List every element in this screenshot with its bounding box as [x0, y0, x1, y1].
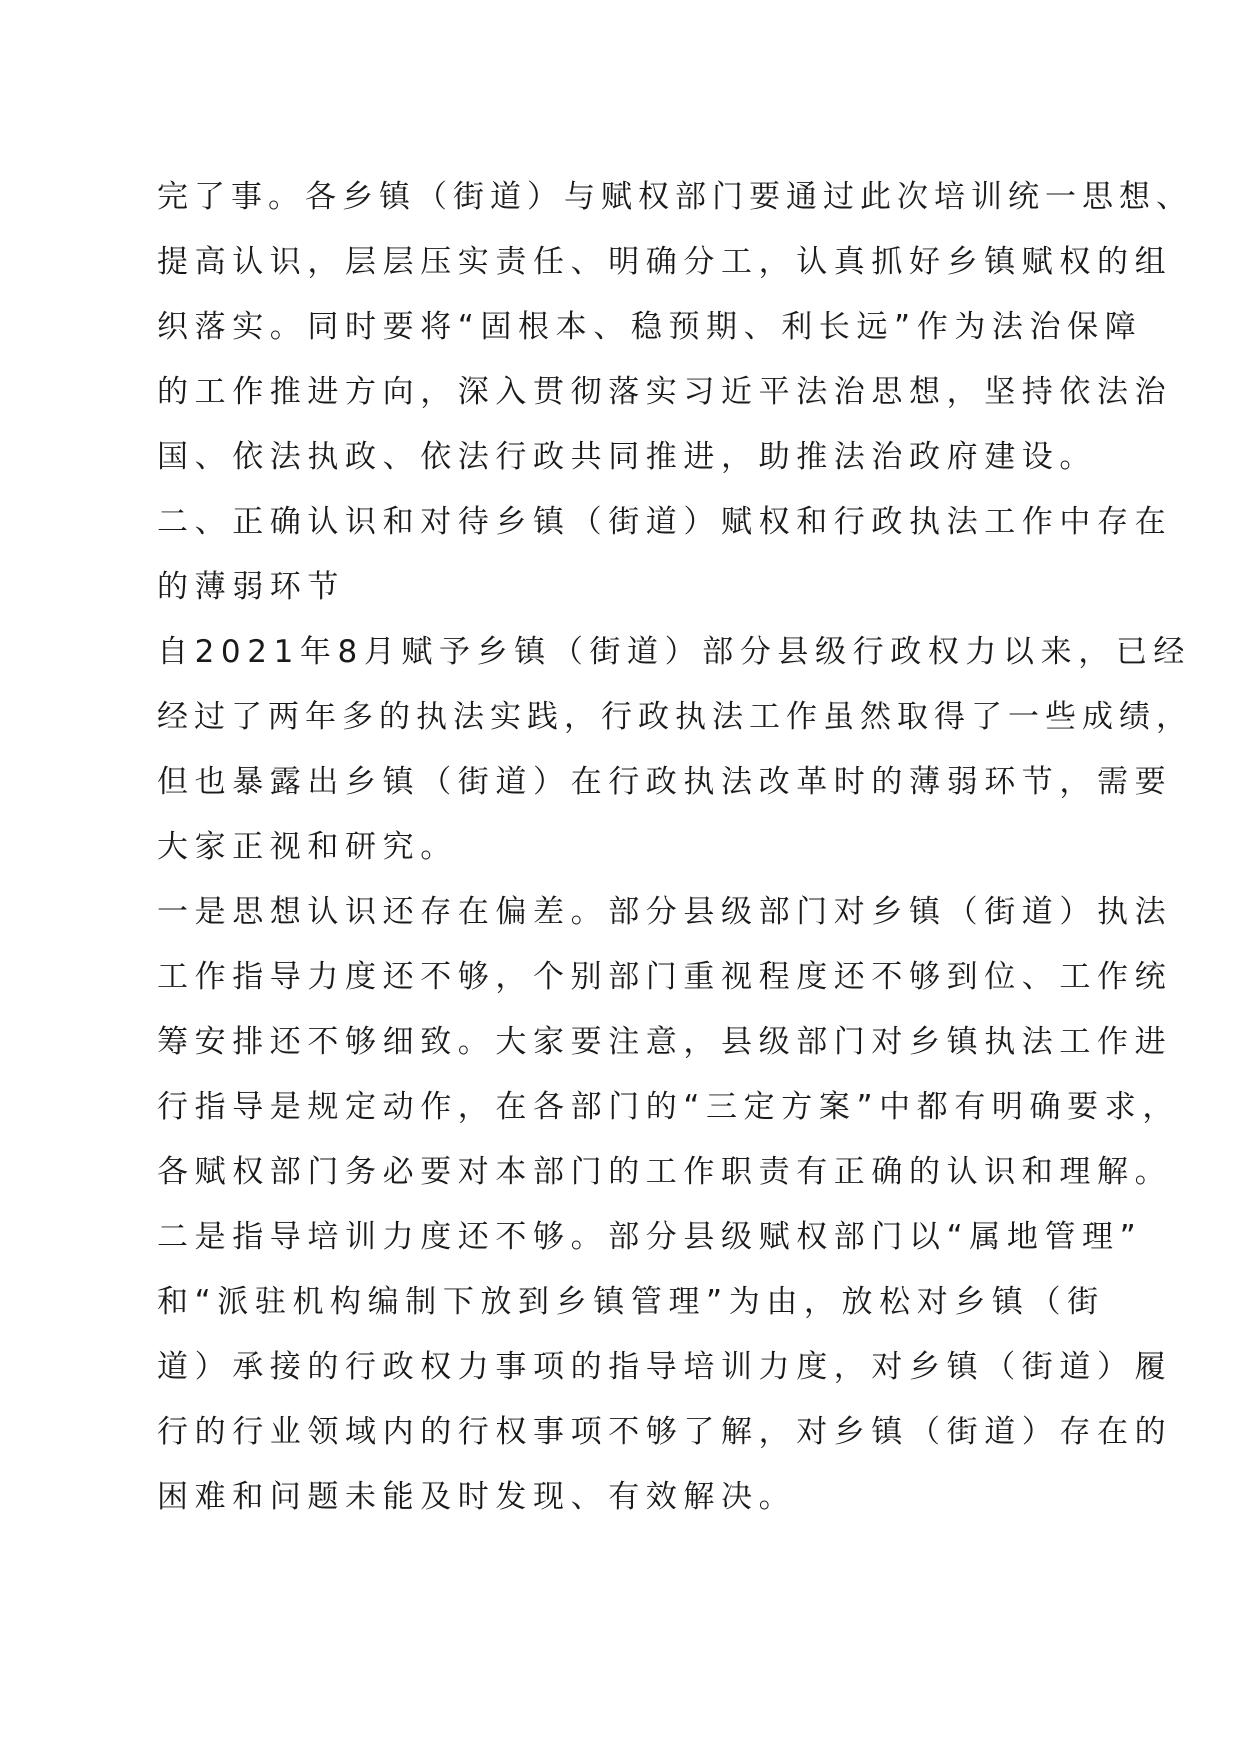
- text-line-8: 自2021年8月赋予乡镇（街道）部分县级行政权力以来，已经: [157, 634, 1192, 670]
- text-line-17: 二是指导培训力度还不够。部分县级赋权部门以“属地管理”: [157, 1219, 1143, 1255]
- text-line-21: 困难和问题未能及时发现、有效解决。: [157, 1479, 797, 1515]
- text-line-16: 各赋权部门务必要对本部门的工作职责有正确的认识和理解。: [157, 1154, 1173, 1190]
- text-line-5: 国、依法执政、依法行政共同推进，助推法治政府建设。: [157, 439, 1097, 475]
- text-line-1: 完了事。各乡镇（街道）与赋权部门要通过此次培训统一思想、: [157, 179, 1193, 215]
- text-line-20: 行的行业领域内的行权事项不够了解，对乡镇（街道）存在的: [157, 1414, 1173, 1450]
- text-line-19: 道）承接的行政权力事项的指导培训力度，对乡镇（街道）履: [157, 1349, 1173, 1385]
- text-line-11: 大家正视和研究。: [157, 829, 458, 865]
- text-line-13: 工作指导力度还不够，个别部门重视程度还不够到位、工作统: [157, 959, 1173, 995]
- text-line-15: 行指导是规定动作，在各部门的“三定方案”中都有明确要求，: [157, 1089, 1180, 1125]
- text-line-9: 经过了两年多的执法实践，行政执法工作虽然取得了一些成绩，: [157, 699, 1193, 735]
- section-heading-line-2: 的薄弱环节: [157, 569, 345, 605]
- text-line-2: 提高认识，层层压实责任、明确分工，认真抓好乡镇赋权的组: [157, 244, 1173, 280]
- text-line-12: 一是思想认识还存在偏差。部分县级部门对乡镇（街道）执法: [157, 894, 1173, 930]
- text-line-18: 和“派驻机构编制下放到乡镇管理”为由，放松对乡镇（街: [157, 1284, 1105, 1320]
- text-line-3: 织落实。同时要将“固根本、稳预期、利长远”作为法治保障: [157, 309, 1143, 345]
- text-line-10: 但也暴露出乡镇（街道）在行政执法改革时的薄弱环节，需要: [157, 764, 1173, 800]
- text-line-4: 的工作推进方向，深入贯彻落实习近平法治思想，坚持依法治: [157, 374, 1173, 410]
- text-line-14: 筹安排还不够细致。大家要注意，县级部门对乡镇执法工作进: [157, 1024, 1173, 1060]
- section-heading-line-1: 二、正确认识和对待乡镇（街道）赋权和行政执法工作中存在: [157, 504, 1173, 540]
